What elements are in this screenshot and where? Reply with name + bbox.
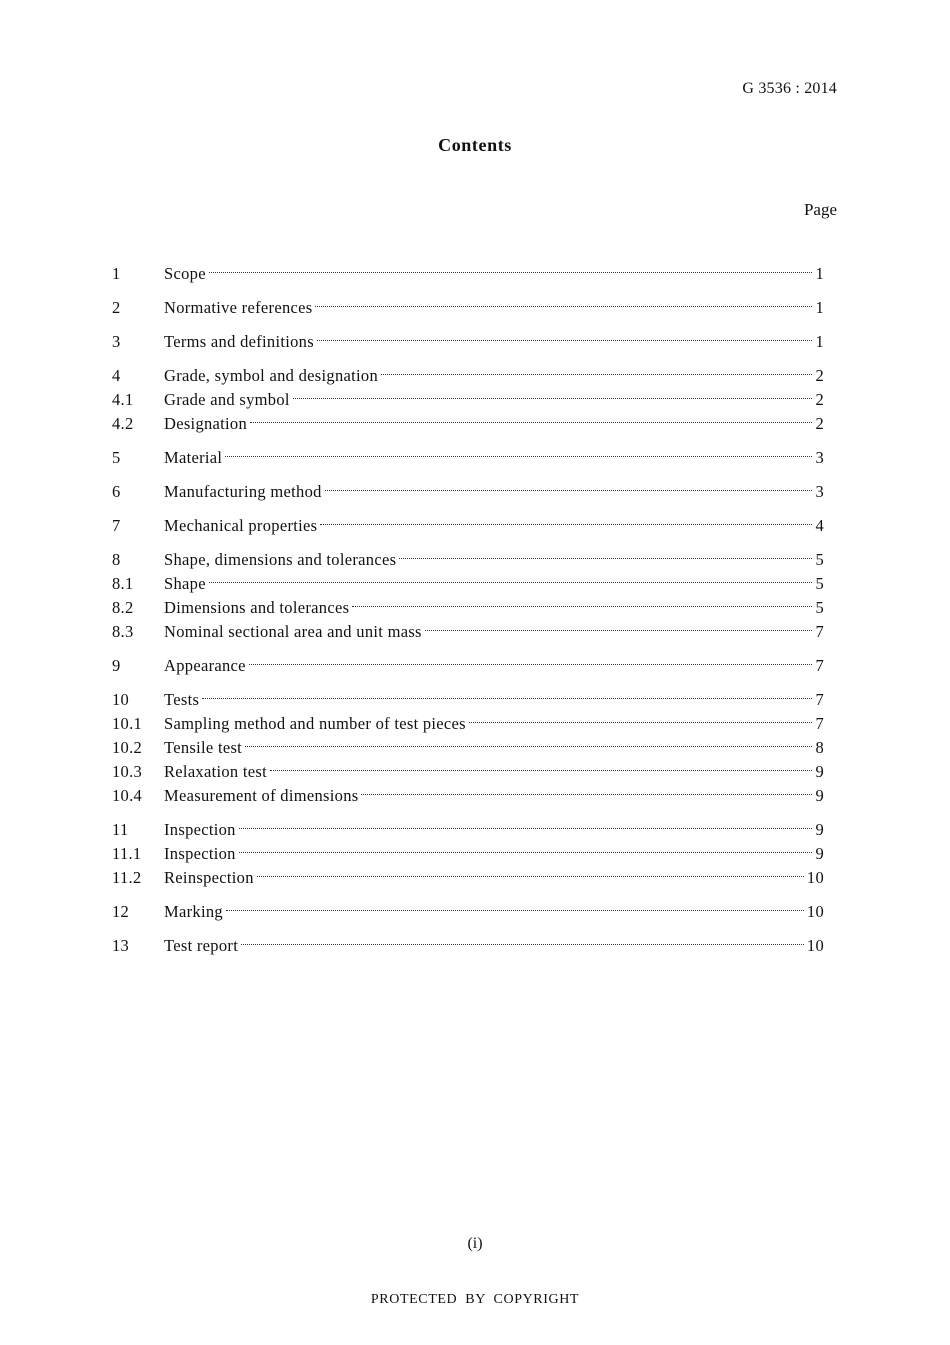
toc-entry-number: 5	[112, 448, 121, 467]
dot-leader	[209, 582, 813, 583]
toc-group	[112, 480, 824, 504]
dot-leader	[225, 456, 812, 457]
toc-entry-label: Measurement of dimensions	[164, 786, 359, 805]
dot-leader	[315, 306, 812, 307]
dot-leader	[241, 944, 804, 945]
toc-entry-number: 8	[112, 550, 121, 569]
toc-entry-label: Sampling method and number of test pieces	[164, 714, 466, 733]
toc-group	[112, 818, 824, 890]
toc-entry[interactable]	[112, 364, 824, 388]
copyright-notice: PROTECTED BY COPYRIGHT	[370, 1292, 580, 1307]
toc-entry[interactable]	[112, 596, 824, 620]
toc-entry-number: 11	[112, 820, 129, 839]
toc-entry-number: 10.3	[112, 762, 143, 781]
toc-entry-label: Appearance	[164, 656, 246, 675]
toc-entry-page: 5	[815, 574, 824, 593]
toc-group	[112, 514, 824, 538]
toc-entry-label: Dimensions and tolerances	[164, 598, 350, 617]
toc-entry-page: 9	[815, 820, 824, 839]
toc-entry-page: 9	[815, 786, 824, 805]
dot-leader	[270, 770, 812, 771]
toc-entry-number: 4.2	[112, 414, 134, 433]
toc-entry-page: 9	[815, 844, 824, 863]
toc-entry-number: 10	[112, 690, 130, 709]
toc-entry-page: 10	[806, 902, 824, 921]
toc-entry-page: 1	[815, 298, 824, 317]
toc-entry-page: 7	[815, 622, 824, 641]
toc-entry[interactable]	[112, 446, 824, 470]
dot-leader	[202, 698, 812, 699]
toc-entry-label: Tensile test	[164, 738, 243, 757]
toc-entry-label: Scope	[164, 264, 206, 283]
toc-entry-label: Terms and definitions	[164, 332, 314, 351]
toc-entry-number: 6	[112, 482, 121, 501]
toc-entry-label: Tests	[164, 690, 200, 709]
dot-leader	[325, 490, 813, 491]
toc-entry[interactable]	[112, 712, 824, 736]
dot-leader	[249, 664, 813, 665]
toc-entry-number: 3	[112, 332, 121, 351]
toc-entry[interactable]	[112, 548, 824, 572]
toc-entry[interactable]	[112, 572, 824, 596]
toc-entry-label: Reinspection	[164, 868, 254, 887]
dot-leader	[239, 852, 813, 853]
toc-entry[interactable]	[112, 900, 824, 924]
toc-entry[interactable]	[112, 412, 824, 436]
toc-group	[112, 688, 824, 808]
toc-entry-page: 10	[806, 868, 824, 887]
toc-entry-number: 2	[112, 298, 121, 317]
toc-entry-page: 3	[815, 482, 824, 501]
toc-entry-label: Designation	[164, 414, 248, 433]
toc-entry-label: Grade, symbol and designation	[164, 366, 378, 385]
toc-entry[interactable]	[112, 514, 824, 538]
toc-entry-page: 9	[815, 762, 824, 781]
page-title: Contents	[438, 135, 512, 155]
toc-entry-page: 2	[815, 414, 824, 433]
toc-entry-page: 5	[815, 550, 824, 569]
toc-group	[112, 262, 824, 286]
toc-entry[interactable]	[112, 654, 824, 678]
dot-leader	[239, 828, 813, 829]
toc-entry-label: Nominal sectional area and unit mass	[164, 622, 422, 641]
toc-group	[112, 296, 824, 320]
dot-leader	[257, 876, 804, 877]
toc-entry-label: Inspection	[164, 844, 236, 863]
toc-group	[112, 934, 824, 958]
toc-entry-number: 8.2	[112, 598, 134, 617]
toc-group	[112, 900, 824, 924]
toc-entry-page: 1	[815, 264, 824, 283]
toc-entry-label: Shape, dimensions and tolerances	[164, 550, 397, 569]
toc-entry[interactable]	[112, 866, 824, 890]
toc-entry-label: Inspection	[164, 820, 236, 839]
toc-entry-number: 12	[112, 902, 130, 921]
toc-entry-number: 9	[112, 656, 121, 675]
dot-leader	[320, 524, 812, 525]
page-column-heading: Page	[803, 200, 837, 219]
toc-entry-page: 7	[815, 690, 824, 709]
dot-leader	[250, 422, 812, 423]
toc-entry-label: Shape	[164, 574, 206, 593]
toc-entry[interactable]	[112, 330, 824, 354]
toc-entry-page: 1	[815, 332, 824, 351]
toc-group	[112, 654, 824, 678]
toc-entry-page: 2	[815, 390, 824, 409]
toc-group	[112, 446, 824, 470]
table-of-contents	[112, 262, 824, 968]
dot-leader	[226, 910, 804, 911]
toc-entry[interactable]	[112, 784, 824, 808]
toc-entry-number: 4.1	[112, 390, 134, 409]
toc-entry[interactable]	[112, 388, 824, 412]
toc-entry[interactable]	[112, 688, 824, 712]
toc-group	[112, 548, 824, 644]
toc-entry-label: Grade and symbol	[164, 390, 290, 409]
toc-entry[interactable]	[112, 842, 824, 866]
dot-leader	[425, 630, 813, 631]
toc-entry[interactable]	[112, 736, 824, 760]
toc-entry-number: 11.1	[112, 844, 142, 863]
toc-entry[interactable]	[112, 262, 824, 286]
toc-entry[interactable]	[112, 934, 824, 958]
toc-entry-page: 8	[815, 738, 824, 757]
toc-entry-number: 7	[112, 516, 121, 535]
dot-leader	[209, 272, 813, 273]
dot-leader	[317, 340, 812, 341]
toc-entry[interactable]	[112, 818, 824, 842]
dot-leader	[469, 722, 813, 723]
toc-entry-number: 8.3	[112, 622, 134, 641]
dot-leader	[381, 374, 812, 375]
toc-entry[interactable]	[112, 296, 824, 320]
toc-entry-label: Test report	[164, 936, 239, 955]
toc-entry-page: 7	[815, 656, 824, 675]
toc-entry-number: 13	[112, 936, 130, 955]
dot-leader	[361, 794, 812, 795]
toc-entry-number: 11.2	[112, 868, 142, 887]
toc-entry[interactable]	[112, 480, 824, 504]
toc-entry[interactable]	[112, 760, 824, 784]
toc-entry-page: 3	[815, 448, 824, 467]
dot-leader	[352, 606, 812, 607]
toc-entry-number: 10.2	[112, 738, 143, 757]
toc-entry-number: 10.4	[112, 786, 143, 805]
toc-entry-label: Mechanical properties	[164, 516, 318, 535]
toc-entry-number: 10.1	[112, 714, 143, 733]
page-number: (i)	[467, 1235, 483, 1252]
toc-entry-number: 4	[112, 366, 121, 385]
toc-entry-label: Marking	[164, 902, 223, 921]
toc-group	[112, 364, 824, 436]
toc-entry-page: 4	[815, 516, 824, 535]
dot-leader	[293, 398, 813, 399]
toc-entry-page: 10	[806, 936, 824, 955]
toc-entry-page: 7	[815, 714, 824, 733]
toc-entry-number: 1	[112, 264, 121, 283]
toc-entry-label: Relaxation test	[164, 762, 268, 781]
toc-entry-number: 8.1	[112, 574, 134, 593]
toc-entry-page: 5	[815, 598, 824, 617]
toc-entry-label: Manufacturing method	[164, 482, 322, 501]
dot-leader	[399, 558, 812, 559]
document-id: G 3536 : 2014	[742, 80, 837, 97]
dot-leader	[245, 746, 812, 747]
toc-entry-label: Normative references	[164, 298, 313, 317]
toc-entry-label: Material	[164, 448, 223, 467]
toc-group	[112, 330, 824, 354]
toc-entry[interactable]	[112, 620, 824, 644]
toc-entry-page: 2	[815, 366, 824, 385]
